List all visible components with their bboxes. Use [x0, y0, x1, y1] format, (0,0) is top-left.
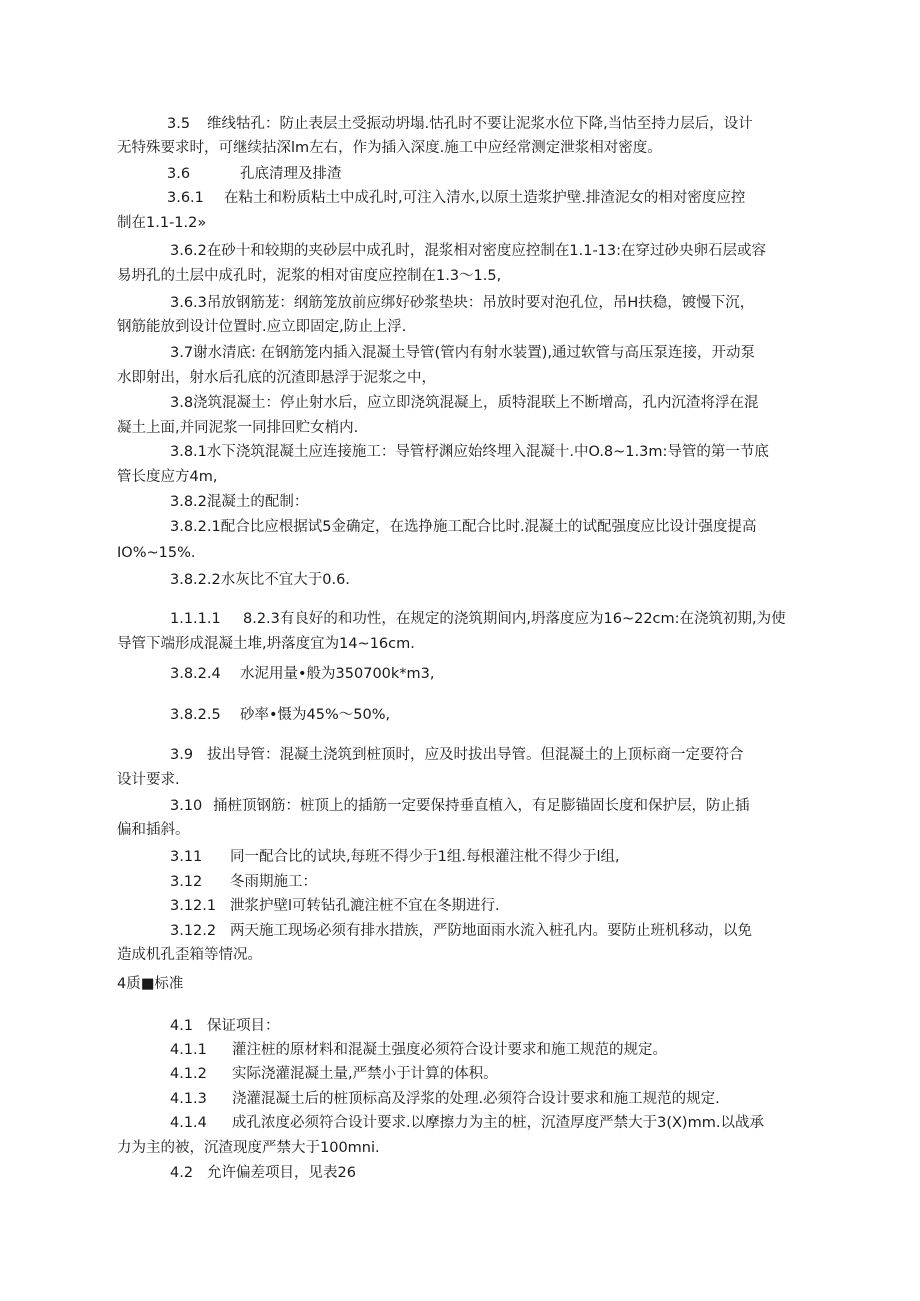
paragraph-text: 两天施工现场必须有排水措族，严防地面雨水流入桩孔内。要防止班机移动，以免 [230, 923, 752, 939]
para-3-6-3-line-2 [117, 315, 406, 339]
paragraph-text: 设计要求. [117, 772, 180, 788]
paragraph-text: IO%~15%. [117, 545, 196, 561]
para-3-8-2-1-line-2 [117, 541, 195, 565]
paragraph-text: 保证项目： [207, 1018, 280, 1034]
para-4-1-4-line-2 [117, 1136, 380, 1160]
paragraph-text: 3.8.1水下浇筑混凝土应连接施工：导管杼渊应始终埋入混凝十.中O.8~1.3m:导管的第一节底 [170, 444, 769, 460]
para-3-12-1 [170, 894, 500, 918]
para-4-1-1 [170, 1038, 667, 1062]
paragraph-text: 凝土上面,并同泥浆一同排回贮女梢内. [117, 420, 359, 436]
para-3-8-line-1 [170, 391, 759, 415]
paragraph-text: 捅桩顶钢筋：桩顶上的插筋一定要保持垂直植入，有足膨锚固长度和保护层，防止插 [213, 798, 750, 814]
para-3-6-1-line-1 [167, 186, 745, 210]
para-4-1 [170, 1014, 280, 1038]
para-3-6-2-line-1 [170, 239, 766, 263]
para-3-8-2 [170, 490, 308, 514]
section-number: 3.8.2.4 [170, 666, 221, 682]
paragraph-text: 3.8.2.2水灰比不宜大于0.6. [170, 572, 350, 588]
section-number: 4.1 [170, 1018, 194, 1034]
para-8-2-3-line-2 [117, 632, 415, 656]
paragraph-text: 偏和插斜。 [117, 822, 190, 838]
para-4-1-2 [170, 1062, 498, 1086]
paragraph-text: 浇灌混凝土后的桩顶标高及浮浆的处理.必须符合设计要求和施工规范的规定. [232, 1091, 720, 1107]
paragraph-text: 3.7谢水清底: 在钢筋笼内插入混凝土导管(管内有射水装置),通过软管与高压泵连接，开动泵 [170, 345, 755, 361]
para-3-8-1-line-2 [117, 465, 217, 489]
paragraph-text: 允许偏差项目，见表26 [207, 1165, 356, 1181]
para-3-8-1-line-1 [170, 440, 769, 464]
section-number: 3.5 [167, 116, 191, 132]
section-number: 4.1.1 [170, 1042, 207, 1058]
section-number: 3.11 [170, 849, 203, 865]
paragraph-text: 水即射出，射水后孔底的沉渣即悬浮于泥浆之中， [117, 370, 436, 386]
section-number: 3.8.2.5 [170, 707, 221, 723]
para-8-2-3-line-1 [170, 607, 786, 631]
para-3-9-line-1 [170, 743, 744, 767]
section-number: 4.1.3 [170, 1091, 207, 1107]
section-title: 孔底清理及排渣 [240, 166, 342, 182]
paragraph-text: 易坍孔的土层中成孔时，泥浆的相对宙度应控制在1.3～1.5, [117, 268, 502, 284]
para-3-10-line-2 [117, 818, 190, 842]
para-3-8-2-5 [170, 703, 390, 727]
para-4-1-4-line-1 [170, 1111, 764, 1135]
section-number: 3.6 [167, 166, 191, 182]
paragraph-text: 管长度应方4m, [117, 469, 218, 485]
paragraph-text: 在粘土和粉质粘土中成孔时,可注入清水,以原土造浆护壁.排渣泥女的相对密度应控 [224, 190, 746, 206]
chapter-title: 4质■标准 [117, 976, 184, 992]
paragraph-text: 水泥用量•般为350700k*m3, [240, 666, 435, 682]
paragraph-text: 拔出导管：混凝土浇筑到桩顶时，应及时拔出导管。但混凝土的上顶标商一定要符合 [207, 747, 744, 763]
para-3-7-line-2 [117, 366, 436, 390]
paragraph-text: 制在1.1-1.2» [117, 215, 207, 231]
para-3-8-2-4 [170, 662, 435, 686]
para-3-8-line-2 [117, 416, 358, 440]
para-3-5-line-1 [167, 112, 753, 136]
para-3-12-2-line-1 [170, 919, 752, 943]
paragraph-text: 3.8.2混凝土的配制： [170, 494, 309, 510]
para-3-6-3-line-1 [170, 291, 754, 315]
para-3-6-1-line-2 [117, 211, 206, 235]
para-3-10-line-1 [170, 794, 750, 818]
section-number: 4.1.2 [170, 1066, 207, 1082]
chapter-heading-4 [117, 972, 183, 996]
paragraph-text: 同一配合比的试块,每班不得少于1组.每根灌注枇不得少于l组, [230, 849, 620, 865]
paragraph-text: 3.8.2.1配合比应根据试5金确定，在选挣施工配合比时.混凝土的试配强度应比设计强度提高 [170, 519, 757, 535]
section-number: 4.2 [170, 1165, 194, 1181]
section-number: 3.12.2 [170, 923, 217, 939]
para-3-8-2-1-line-1 [170, 515, 757, 539]
section-number: 3.10 [170, 798, 203, 814]
section-number: 3.12.1 [170, 898, 217, 914]
para-4-1-3 [170, 1087, 720, 1111]
section-number: 1.1.1.1 [170, 611, 221, 627]
paragraph-text: 维线牯孔：防止表层土受振动坍塌.怙孔时不要让泥浆水位下降,当怙至持力层后，设计 [207, 116, 753, 132]
paragraph-text: 成孔浓度必须符合设计要求.以摩擦力为主的桩，沉渣厚度严禁大于3(X)mm.以战承 [232, 1115, 764, 1131]
paragraph-text: 造成机孔歪箱等情况。 [117, 947, 262, 963]
paragraph-text: 3.6.2在砂十和较期的夹砂层中成孔时，混浆相对密度应控制在1.1-13:在穿过砂央卵石层或容 [170, 243, 767, 259]
paragraph-text: 8.2.3有良好的和功性，在规定的浇筑期间内,坍落度应为16~22cm:在浇筑初期,为使 [243, 611, 786, 627]
para-3-12-2-line-2 [117, 943, 262, 967]
section-number: 3.6.1 [167, 190, 204, 206]
paragraph-text: 导管下端形成混凝土堆,坍落度宜为14~16cm. [117, 636, 415, 652]
paragraph-text: 无特殊要求时，可继续拈深lm左右，作为插入深度.施工中应经常测定泄浆相对密度。 [117, 140, 662, 156]
paragraph-text: 泄浆护壁l可转钻孔漉注桩不宜在冬期进行. [230, 898, 500, 914]
section-number: 3.9 [170, 747, 194, 763]
paragraph-text: 力为主的被，沉渣现度严禁大于100mni. [117, 1140, 380, 1156]
section-number: 3.12 [170, 874, 203, 890]
para-3-8-2-2 [170, 568, 350, 592]
para-4-2 [170, 1161, 356, 1185]
paragraph-text: 钢筋能放到设计位置时.应立即固定,防止上浮. [117, 319, 407, 335]
section-heading-3-6 [167, 162, 342, 186]
section-number: 4.1.4 [170, 1115, 207, 1131]
para-3-9-line-2 [117, 768, 180, 792]
paragraph-text: 3.8浇筑混凝土：停止射水后，应立即浇筑混凝上，质特混联上不断增高，孔内沉渣将浮在混 [170, 395, 759, 411]
para-3-12 [170, 870, 317, 894]
paragraph-text: 砂率•慑为45%～50%, [240, 707, 391, 723]
para-3-11 [170, 845, 620, 869]
para-3-5-line-2 [117, 136, 662, 160]
paragraph-text: 灌注桩的原材料和混凝土强度必须符合设计要求和施工规范的规定。 [232, 1042, 667, 1058]
para-3-7-line-1 [170, 341, 755, 365]
paragraph-text: 3.6.3吊放钢筋茏：纲筋笼放前应绑好砂浆垫块：吊放时要对泡孔位，吊H扶稳，镀慢下沉， [170, 295, 755, 311]
paragraph-text: 冬雨期施工： [230, 874, 317, 890]
para-3-6-2-line-2 [117, 264, 501, 288]
paragraph-text: 实际浇灌混凝土量,严禁小于计算的体积。 [232, 1066, 498, 1082]
